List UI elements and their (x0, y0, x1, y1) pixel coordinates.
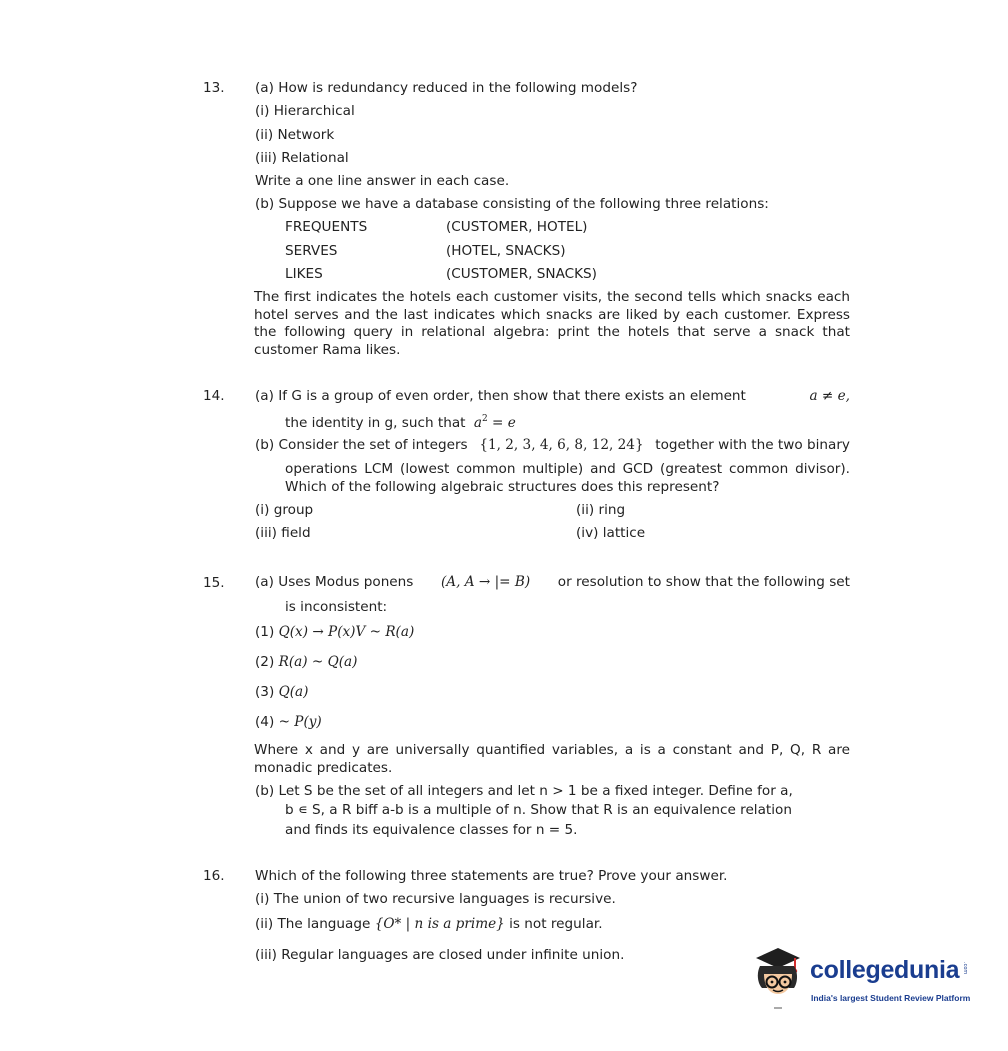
q15-part-b-line2: b ∊ S, a R biff a-b is a multiple of n. Show that R is an equivalence relation (285, 802, 792, 818)
logo-domain: .com (962, 962, 968, 975)
q14-part-a-math: a ≠ e, (809, 388, 850, 404)
q14-option-iv: (iv) lattice (576, 525, 646, 541)
q13-part-a: (a) How is redundancy reduced in the following models? (255, 80, 638, 96)
q15-item-label: (3) (255, 684, 275, 700)
q14-integer-set: {1, 2, 3, 4, 6, 8, 12, 24} (479, 437, 644, 453)
q15-part-b-line1: (b) Let S be the set of all integers and let n > 1 be a fixed integer. Define for a, (255, 783, 793, 799)
q14-part-a (255, 388, 850, 405)
q14-part-b-pre: (b) Consider the set of integers (255, 437, 468, 453)
q15-item-label: (2) (255, 654, 275, 670)
q14-eq-exponent: 2 (481, 414, 488, 424)
q13-item-i: (i) Hierarchical (255, 103, 355, 119)
q15-item (255, 654, 357, 671)
q14-part-b (255, 437, 850, 454)
relation-name: FREQUENTS (285, 219, 368, 235)
logo-tagline: India's largest Student Review Platform (811, 993, 971, 1003)
relation-attributes: (CUSTOMER, SNACKS) (446, 266, 597, 282)
q15-where-paragraph: Where x and y are universally quantified variables, a is a constant and P, Q, R are monadic predicates. (254, 742, 850, 776)
q14-part-b-post: together with the two binary (655, 437, 850, 453)
q15-part-a (255, 574, 850, 591)
q14-eq-base: a (473, 415, 482, 431)
question-15-number: 15. (203, 575, 225, 591)
question-16-number: 16. (203, 868, 225, 884)
q14-part-a-line2-text: the identity in g, such that (285, 415, 466, 431)
q15-item-expr: R(a) ~ Q(a) (278, 654, 358, 670)
q16-item-ii (255, 916, 603, 933)
q16-stem: Which of the following three statements are true? Prove your answer. (255, 868, 728, 884)
question-13-number: 13. (203, 80, 225, 96)
q16-item-iii: (iii) Regular languages are closed under infinite union. (255, 947, 625, 963)
q16-item-ii-post: is not regular. (509, 916, 603, 932)
q16-item-i: (i) The union of two recursive languages is recursive. (255, 891, 616, 907)
q14-option-i: (i) group (255, 502, 314, 518)
q15-part-a-post: or resolution to show that the following set (557, 574, 850, 590)
relation-name: LIKES (285, 266, 323, 282)
q14-part-b-paragraph: operations LCM (lowest common multiple) and GCD (greatest common divisor). Which of the following algebraic structures does this represent? (285, 461, 850, 495)
q15-item (255, 624, 414, 641)
q13-item-iii: (iii) Relational (255, 150, 349, 166)
q14-part-a-line2 (285, 411, 516, 432)
q15-item (255, 684, 308, 701)
q14-part-a-text: (a) If G is a group of even order, then show that there exists an element (255, 388, 746, 404)
logo-wordmark: collegedunia (810, 956, 960, 984)
q16-item-ii-pre: (ii) The language (255, 916, 371, 932)
q14-eq-rest: = e (492, 415, 516, 431)
q15-item-expr: Q(x) → P(x)V ~ R(a) (278, 624, 415, 640)
relation-attributes: (CUSTOMER, HOTEL) (446, 219, 588, 235)
q15-item-label: (4) (255, 714, 275, 730)
q13-paragraph: The first indicates the hotels each customer visits, the second tells which snacks each hotel serves and the last indicates which snacks are liked by each customer. Express the following query in relational algebra: print the hotels that serve a snack that customer Rama likes. (254, 289, 850, 358)
q13-instruction: Write a one line answer in each case. (255, 173, 510, 189)
q15-part-a-pre: (a) Uses Modus ponens (255, 574, 414, 590)
q16-language-set: {O* | n is a prime} (374, 916, 505, 932)
relation-name: SERVES (285, 243, 338, 259)
q15-item-expr: ~ P(y) (278, 714, 322, 730)
q13-item-ii: (ii) Network (255, 127, 335, 143)
relation-attributes: (HOTEL, SNACKS) (446, 243, 566, 259)
q15-item (255, 714, 322, 731)
q15-modus-ponens: (A, A → |= B) (440, 574, 531, 590)
q15-part-a-line2: is inconsistent: (285, 599, 388, 615)
question-14-number: 14. (203, 388, 225, 404)
q15-item-expr: Q(a) (278, 684, 309, 700)
q14-equation (474, 415, 516, 431)
q14-option-iii: (iii) field (255, 525, 311, 541)
q14-option-ii: (ii) ring (576, 502, 626, 518)
q13-part-b: (b) Suppose we have a database consisting of the following three relations: (255, 196, 769, 212)
q15-item-label: (1) (255, 624, 275, 640)
q15-part-b-line3: and finds its equivalence classes for n = 5. (285, 822, 578, 838)
